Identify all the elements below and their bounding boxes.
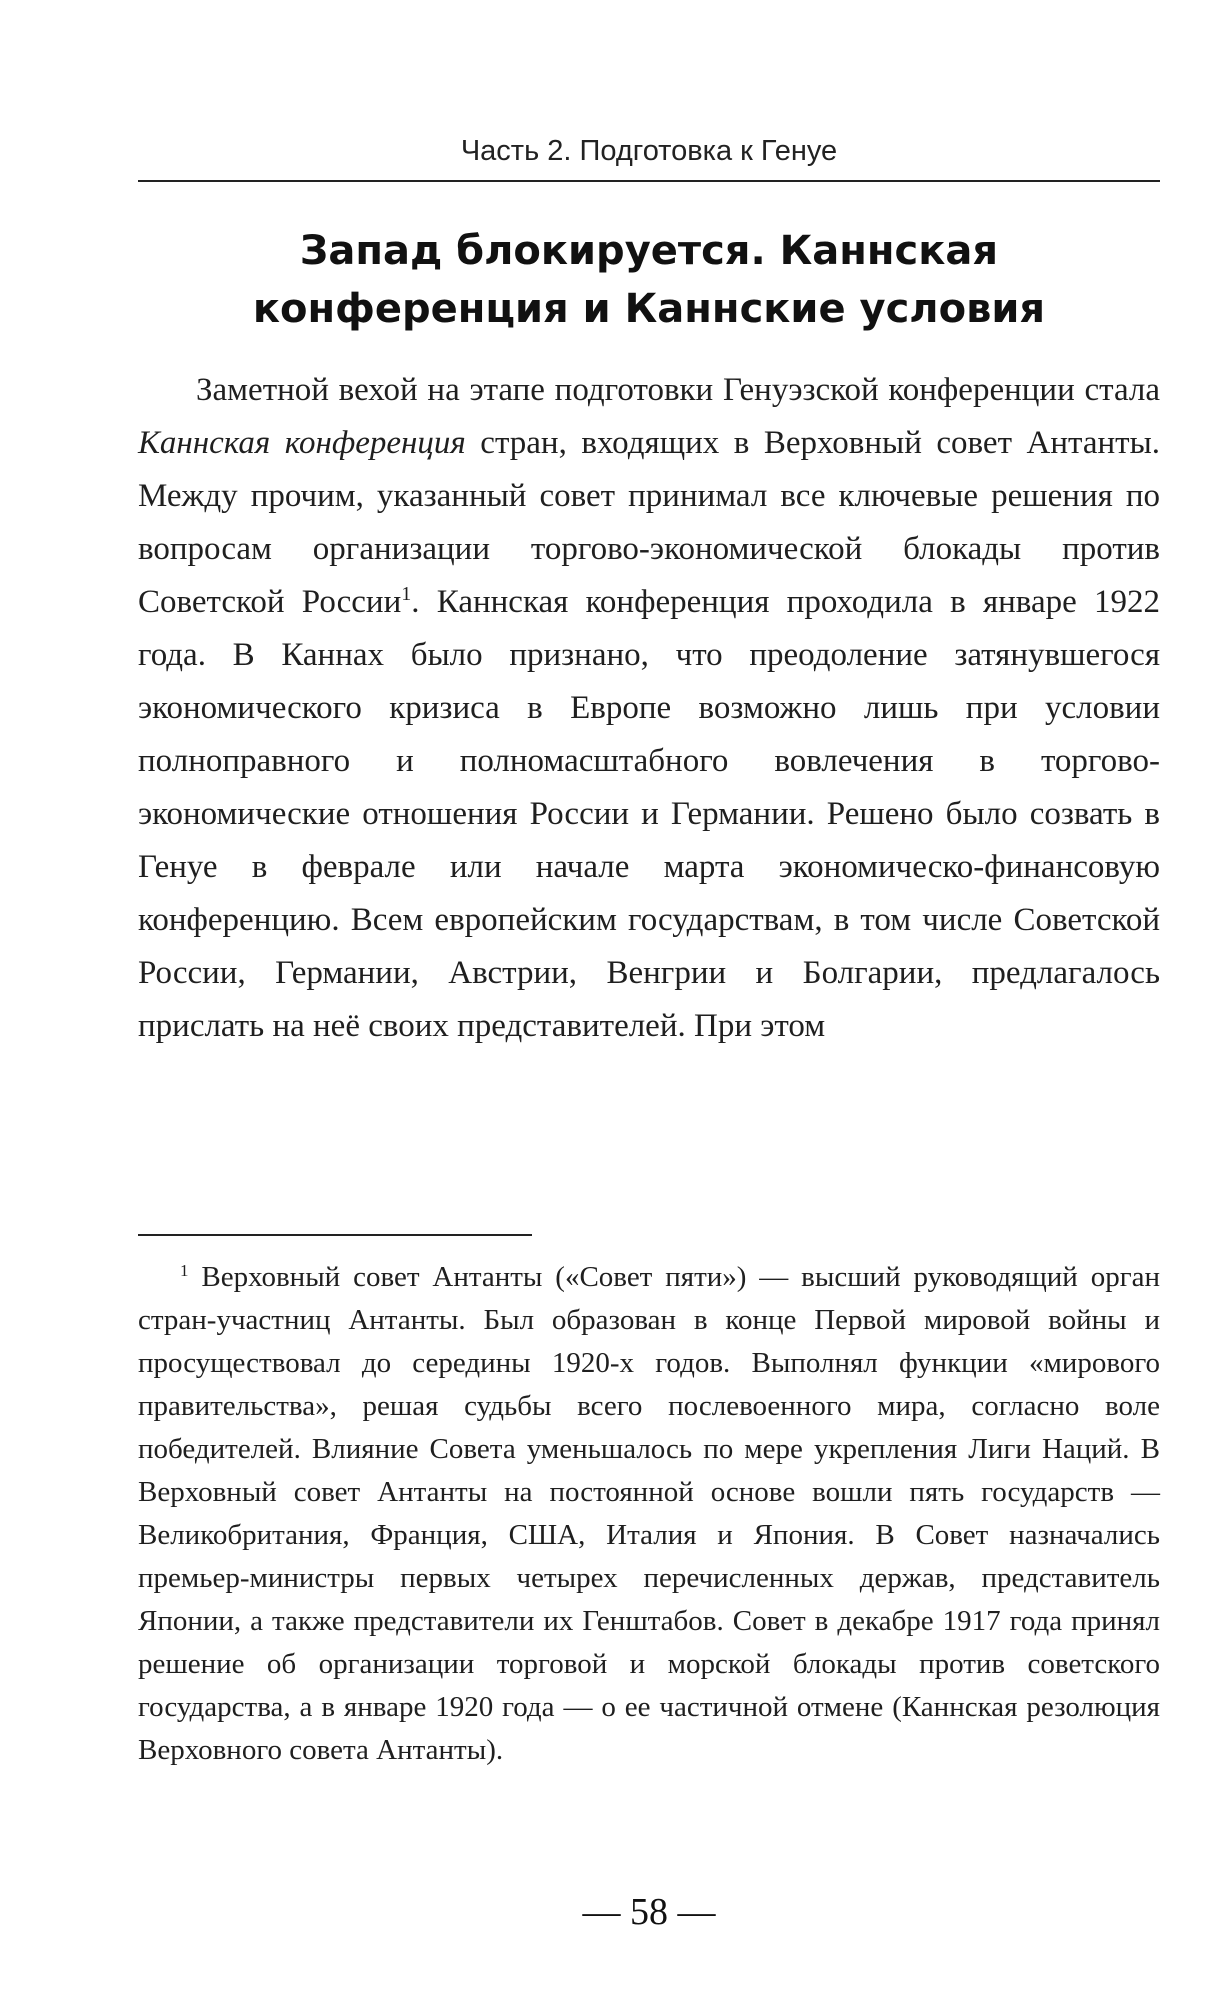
title-line-2: конференция и Каннские условия [252, 286, 1046, 332]
body-text-part-3: . Каннская конференция проходила в январе 1922 года. В Каннах было признано, что преодоление затянувшегося экономического кризиса в Европе возможно лишь при условии полноправного и полномасштабного вовлечения в торгово-экономические отношения России и Германии. Решено было созвать в Генуе в феврале или начале марта экономическо-финансовую конференцию. Всем европейским государствам, в том числе Советской России, Германии, Австрии, Венгрии и Болгарии, предлагалось прислать на неё своих представителей. При этом [138, 584, 1160, 1044]
chapter-title [138, 222, 1160, 338]
running-head: Часть 2. Подготовка к Генуе [460, 135, 838, 167]
footnote [138, 1256, 1160, 1772]
footnote-reference: 1 [401, 583, 412, 605]
header-rule [138, 180, 1160, 182]
body-text-part-1: Заметной вехой на этапе подготовки Генуэзской конференции стала [196, 372, 1160, 408]
title-line-1: Запад блокируется. Каннская [299, 228, 999, 274]
footnote-text: Верховный совет Антанты («Совет пяти») — высший руководящий орган стран-участниц Антанты. Был образован в конце Первой мировой войны и просуществовал до середины 1920-х годов. Выполнял функции «мирового правительства», решая судьбы всего послевоенного мира, согласно воле победителей. Влияние Совета уменьшалось по мере укрепления Лиги Наций. В Верховный совет Антанты на постоянной основе вошли пять государств — Великобритания, Франция, США, Италия и Япония. В Совет назначались премьер-министры первых четырех перечисленных держав, представитель Японии, а также представители их Генштабов. Совет в декабре 1917 года принял решение об организации торговой и морской блокады против советского государства, а в январе 1920 года — о ее частичной отмене (Каннская резолюция Верховного совета Антанты). [138, 1261, 1160, 1766]
footnote-rule [138, 1234, 532, 1236]
page-number: — 58 — [582, 1891, 716, 1933]
body-text-part-2: стран, входящих в Верховный совет Антанты. Между прочим, указанный совет принимал все ключевые решения по вопросам организации торгово-экономической блокады против Советской России [138, 425, 1160, 620]
footnote-marker: 1 [180, 1261, 189, 1280]
body-italic-term: Каннская конференция [138, 425, 466, 461]
body-paragraph [138, 364, 1160, 1053]
